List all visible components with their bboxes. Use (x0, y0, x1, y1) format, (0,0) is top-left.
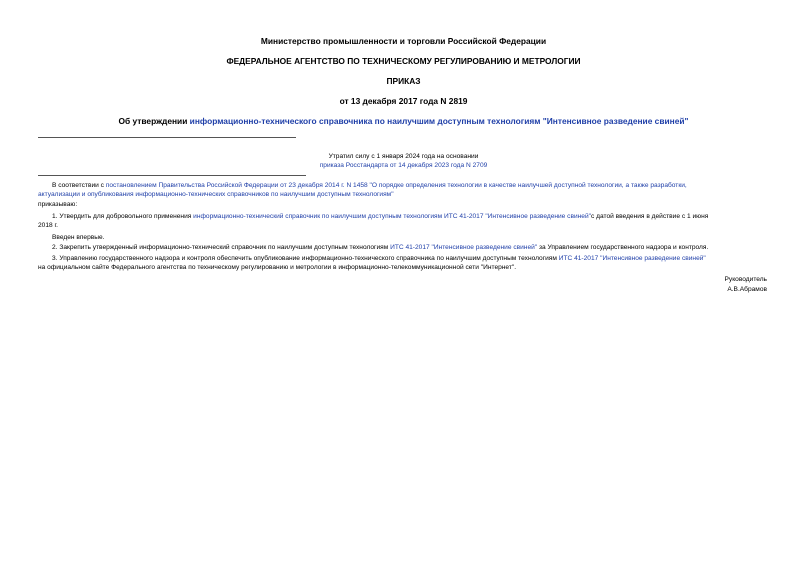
ministry-heading: Министерство промышленности и торговли Российской Федерации (260, 36, 547, 46)
subject-link[interactable]: информационно-технического справочника по наилучшим доступным технологиям "Интенсивное разведение свиней" (189, 116, 689, 126)
introduced-note: Введен впервые. (52, 234, 105, 241)
signature-name: А.В.Абрамов (727, 286, 767, 293)
divider-bottom (38, 175, 306, 176)
document-date: от 13 декабря 2017 года N 2819 (339, 96, 468, 106)
item-1-link[interactable]: информационно-технический справочник по наилучшим доступным технологиям ИТС 41-2017 "Интенсивное разведение свиней" (193, 213, 591, 220)
signature-title: Руководитель (724, 276, 767, 283)
preamble-prefix: В соответствии с (52, 182, 106, 189)
ordered-text: приказываю: (38, 201, 78, 208)
item-3-prefix: 3. Управлению государственного надзора и контроля обеспечить опубликование информационно-технического справочника по наилучшим доступным технологиям (52, 255, 559, 262)
document-subject (0, 116, 807, 126)
preamble-link-1[interactable]: постановлением Правительства Российской Федерации от 23 декабря 2014 г. N 1458 "О порядке определения технологии в качестве наилучшей доступной технологии, а также разработки, (105, 182, 687, 189)
item-3-link[interactable]: ИТС 41-2017 "Интенсивное разведение свиней" (558, 255, 706, 262)
subject-prefix: Об утверждении (118, 116, 190, 126)
expiry-link[interactable]: приказа Росстандарта от 14 декабря 2023 года N 2709 (319, 162, 488, 169)
item-3 (52, 254, 706, 263)
agency-heading: ФЕДЕРАЛЬНОЕ АГЕНТСТВО ПО ТЕХНИЧЕСКОМУ РЕГУЛИРОВАНИЮ И МЕТРОЛОГИИ (226, 56, 581, 66)
document-type: ПРИКАЗ (386, 76, 421, 86)
item-2-prefix: 2. Закрепить утвержденный информационно-технический справочник по наилучшим доступным технологиям (52, 244, 391, 251)
item-1-prefix: 1. Утвердить для добровольного применения (52, 213, 194, 220)
item-1 (52, 212, 708, 221)
preamble-line-2 (38, 190, 394, 199)
item-2 (52, 243, 708, 252)
item-3-continuation: на официальном сайте Федерального агентства по техническому регулированию и метрологии в информационно-телекоммуникационной сети "Интернет". (38, 264, 517, 271)
item-1-suffix: с датой введения в действие с 1 июня (591, 213, 709, 220)
preamble-line-1 (52, 181, 687, 190)
divider-top (38, 137, 296, 138)
preamble-link-2[interactable]: актуализации и опубликования информационно-технических справочников по наилучшим доступным технологиям" (38, 191, 394, 198)
item-2-link[interactable]: ИТС 41-2017 "Интенсивное разведение свиней" (390, 244, 538, 251)
expiry-line-1: Утратил силу с 1 января 2024 года на основании (328, 153, 479, 160)
item-1-continuation: 2018 г. (38, 222, 58, 229)
expiry-line-2 (0, 161, 807, 170)
item-2-suffix: за Управлением государственного надзора и контроля. (537, 244, 709, 251)
